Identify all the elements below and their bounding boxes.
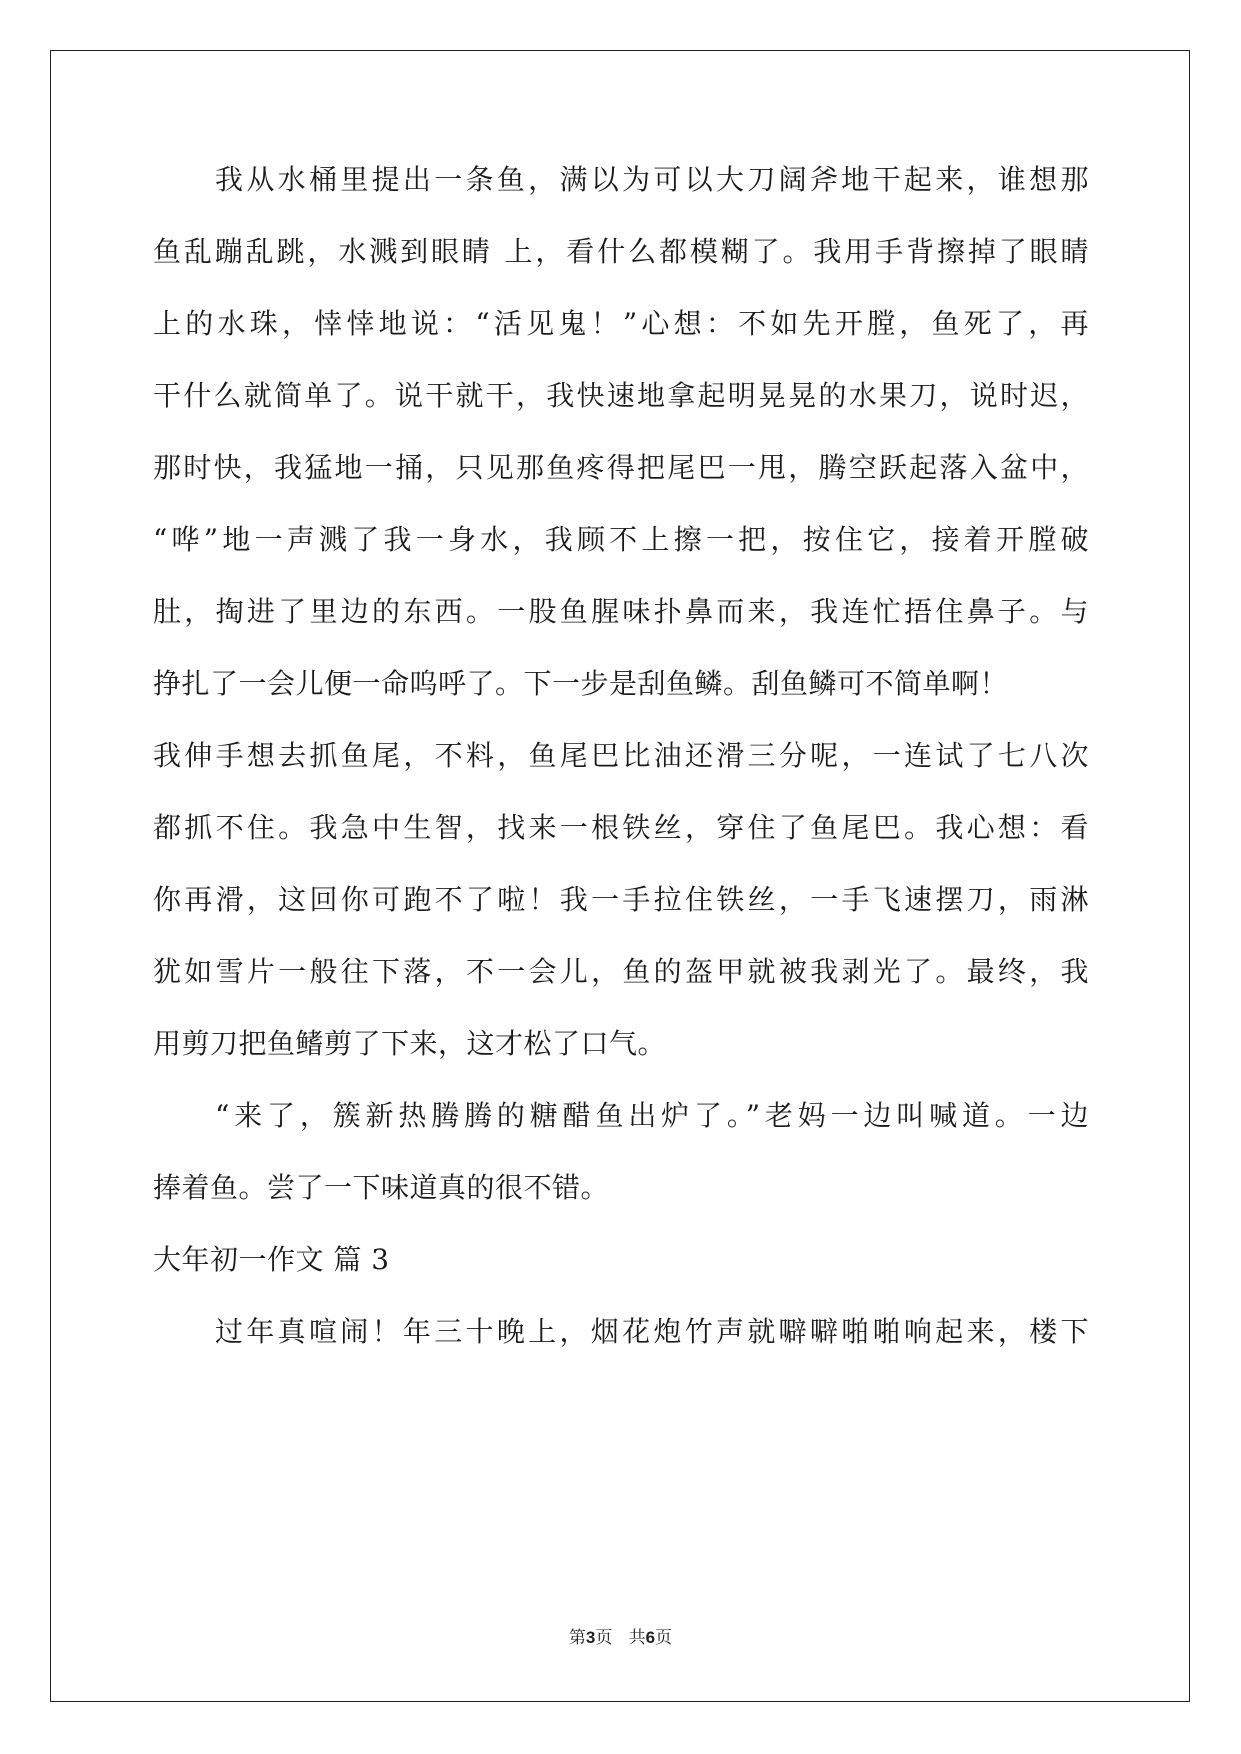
page-frame <box>50 50 1190 1702</box>
footer-suffix: 页 <box>655 1628 673 1648</box>
text-line: 那时快，我猛地一捅，只见那鱼疼得把尾巴一甩，腾空跃起落入盆中， <box>153 451 1089 484</box>
text-line: 上的水珠，悻悻地说：“活见鬼！”心想：不如先开膛，鱼死了，再 <box>153 307 1089 340</box>
text-line: 我从水桶里提出一条鱼，满以为可以大刀阔斧地干起来，谁想那 <box>215 163 1089 196</box>
text-line: 肚，掏进了里边的东西。一股鱼腥味扑鼻而来，我连忙捂住鼻子。与 <box>153 595 1089 628</box>
text-line: 过年真喧闹！年三十晚上，烟花炮竹声就噼噼啪啪响起来，楼下 <box>215 1315 1089 1348</box>
current-page-number: 3 <box>585 1628 596 1647</box>
text-line: 用剪刀把鱼鳍剪了下来，这才松了口气。 <box>153 1027 667 1060</box>
text-line: 我伸手想去抓鱼尾，不料，鱼尾巴比油还滑三分呢，一连试了七八次 <box>153 739 1089 772</box>
text-line: “来了，簇新热腾腾的糖醋鱼出炉了。”老妈一边叫喊道。一边 <box>215 1099 1089 1132</box>
text-line: “哗”地一声溅了我一身水，我顾不上擦一把，按住它，接着开膛破 <box>153 523 1089 556</box>
text-line: 都抓不住。我急中生智，找来一根铁丝，穿住了鱼尾巴。我心想：看 <box>153 811 1089 844</box>
text-line: 捧着鱼。尝了一下味道真的很不错。 <box>153 1171 610 1204</box>
text-line: 你再滑，这回你可跑不了啦！我一手拉住铁丝，一手飞速摆刀，雨淋 <box>153 883 1089 916</box>
footer-mid: 页 共 <box>595 1628 646 1648</box>
footer-prefix: 第 <box>568 1628 586 1648</box>
text-line: 干什么就简单了。说干就干，我快速地拿起明晃晃的水果刀，说时迟， <box>153 379 1089 412</box>
total-page-number: 6 <box>645 1628 656 1647</box>
text-line: 挣扎了一会儿便一命呜呼了。下一步是刮鱼鳞。刮鱼鳞可不简单啊！ <box>153 667 1009 700</box>
page-footer <box>0 1627 1241 1649</box>
text-line: 犹如雪片一般往下落，不一会儿，鱼的盔甲就被我剥光了。最终，我 <box>153 955 1089 988</box>
text-line: 鱼乱蹦乱跳，水溅到眼睛 上，看什么都模糊了。我用手背擦掉了眼睛 <box>153 235 1089 268</box>
section-heading: 大年初一作文 篇 3 <box>153 1243 390 1276</box>
